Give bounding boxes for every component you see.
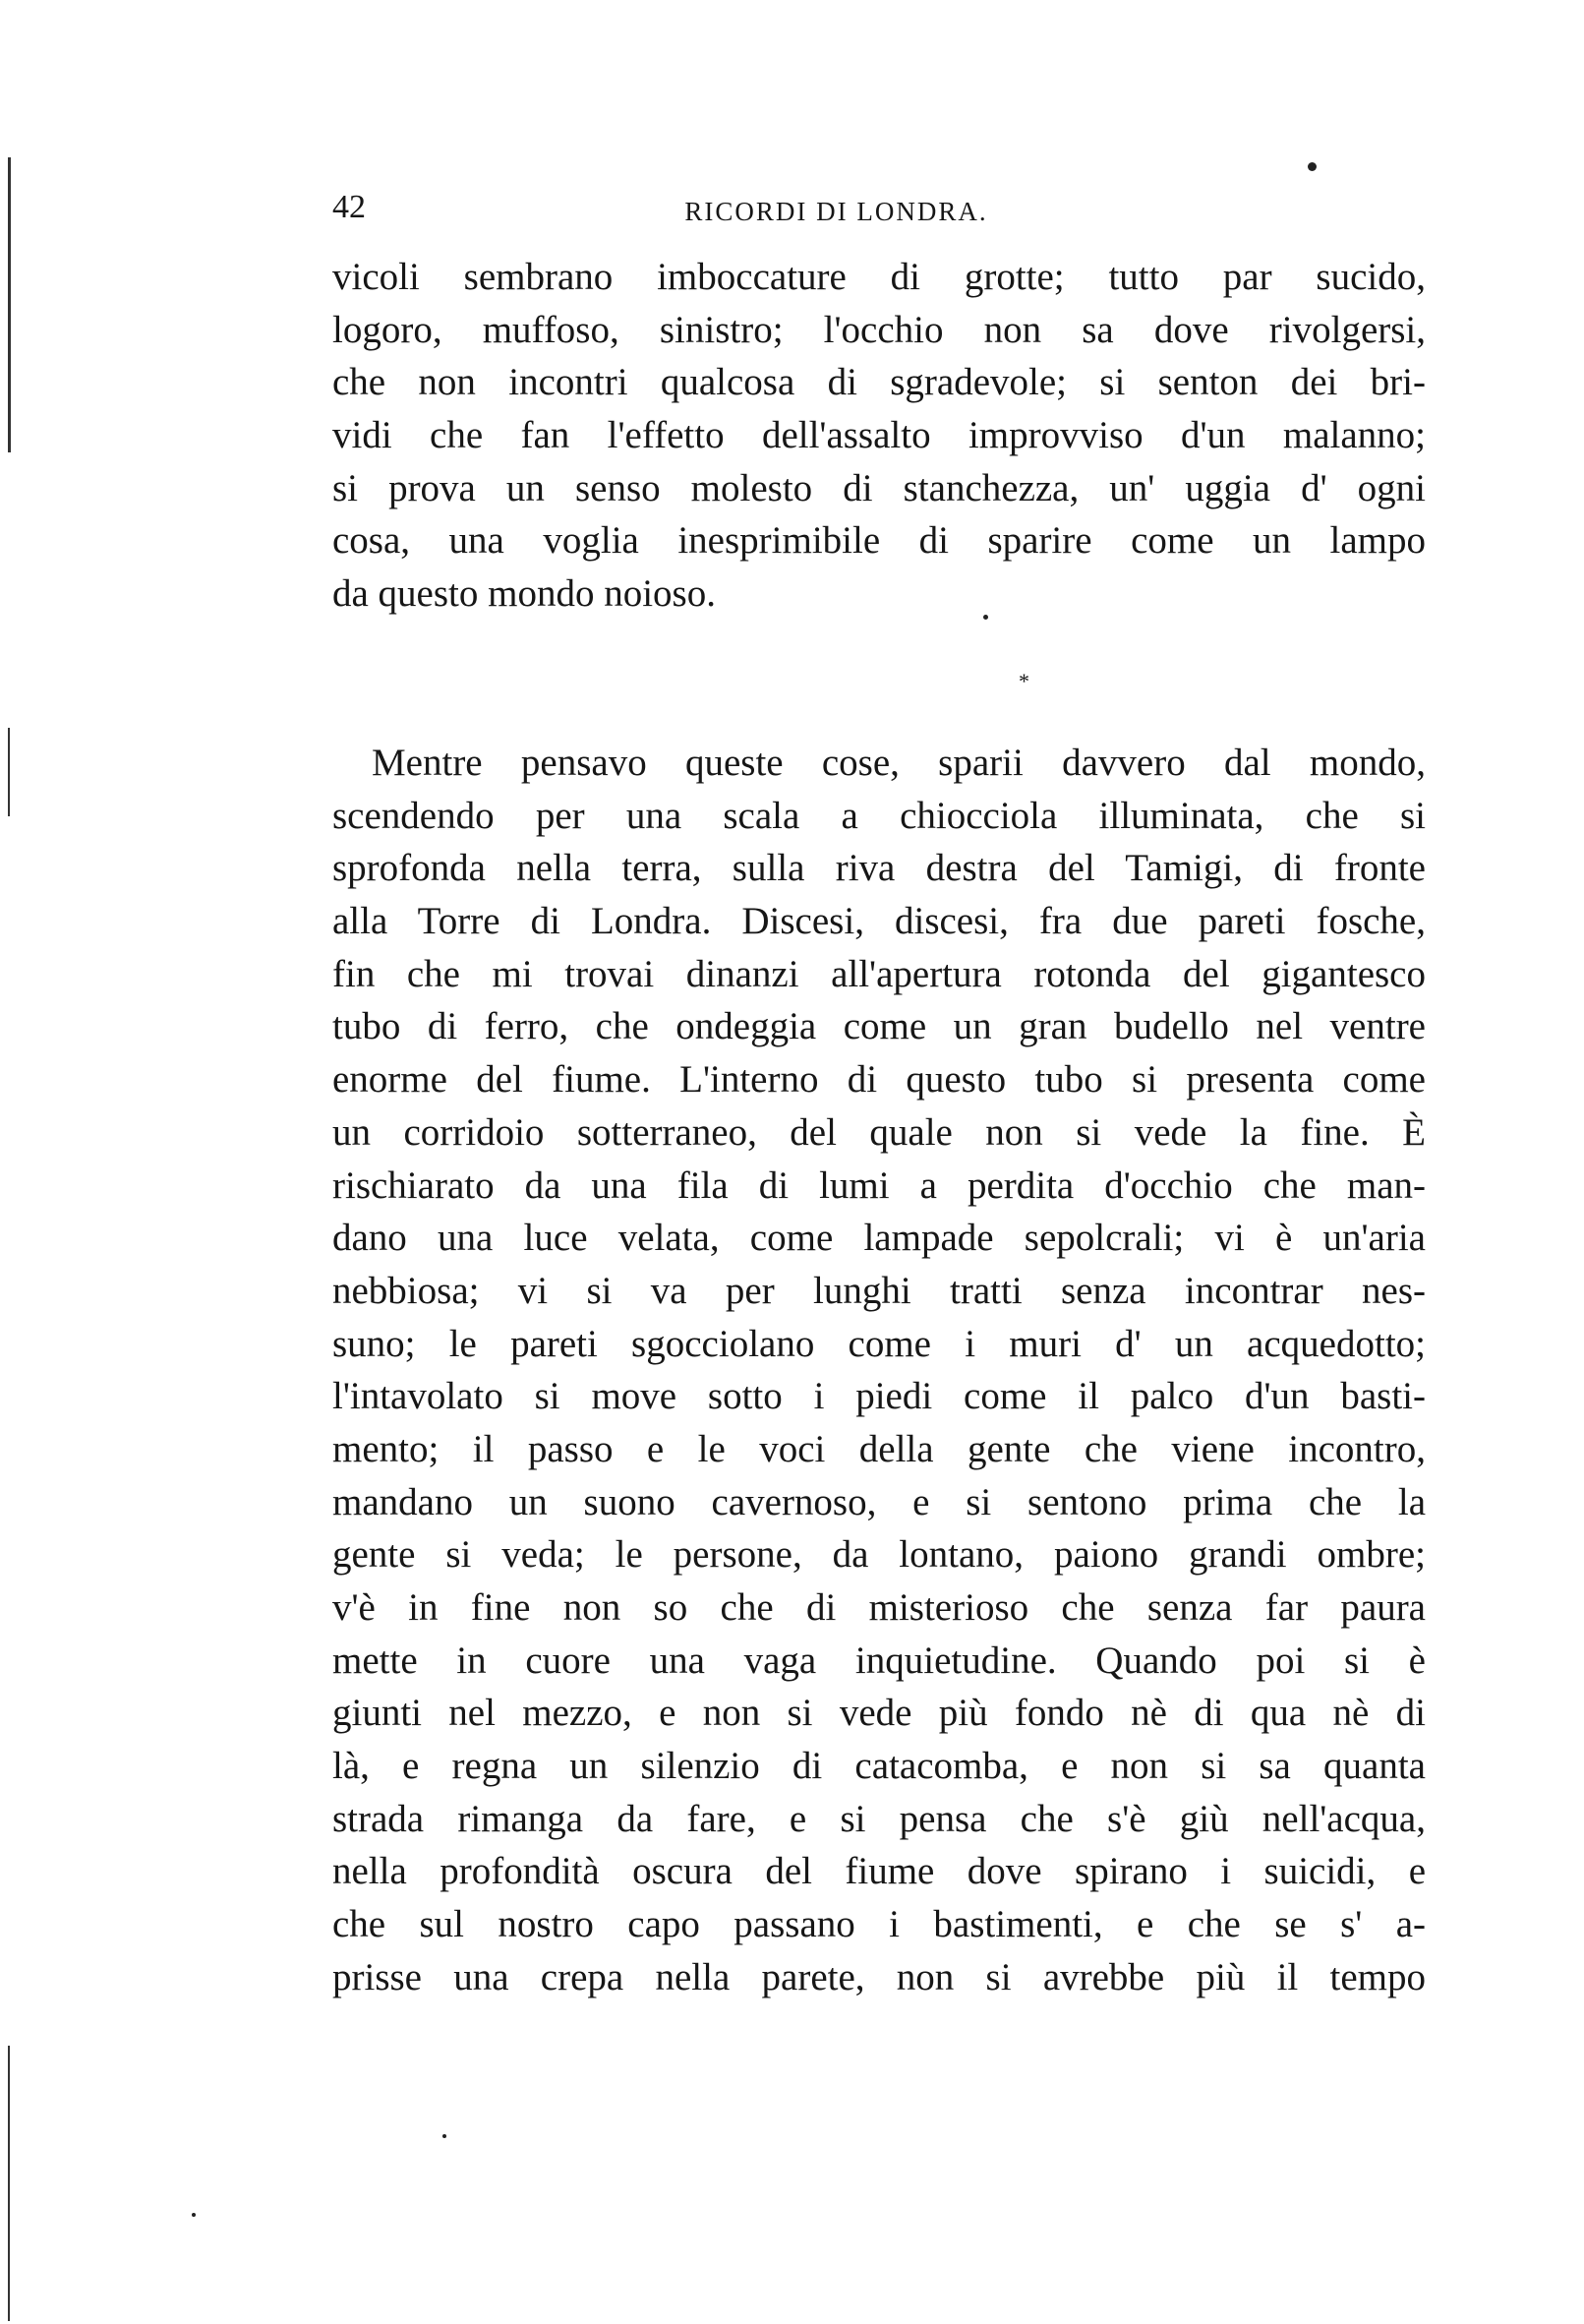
scan-edge-mark bbox=[8, 157, 11, 452]
text-line: strada rimanga da fare, e si pensa che s'è giù nell'acqua, bbox=[332, 1797, 1426, 1840]
text-line: tubo di ferro, che ondeggia come un gran budello nel ventre bbox=[332, 1005, 1426, 1048]
text-line: v'è in fine non so che di misterioso che senza far paura bbox=[332, 1586, 1426, 1629]
text-line: nella profondità oscura del fiume dove spirano i suicidi, e bbox=[332, 1850, 1426, 1893]
text-line: vidi che fan l'effetto dell'assalto improvviso d'un malanno; bbox=[332, 414, 1426, 457]
text-line: mette in cuore una vaga inquietudine. Quando poi si è bbox=[332, 1639, 1426, 1682]
text-line: mento; il passo e le voci della gente che viene incontro, bbox=[332, 1427, 1426, 1470]
text-line: rischiarato da una fila di lumi a perdita d'occhio che man- bbox=[332, 1163, 1426, 1207]
text-line: suno; le pareti sgocciolano come i muri d' un acquedotto; bbox=[332, 1322, 1426, 1365]
text-line: fin che mi trovai dinanzi all'apertura rotonda del gigantesco bbox=[332, 952, 1426, 995]
text-line: alla Torre di Londra. Discesi, discesi, fra due pareti fosche, bbox=[332, 900, 1426, 943]
text-line: giunti nel mezzo, e non si vede più fondo nè di qua nè di bbox=[332, 1692, 1426, 1735]
scan-edge-mark bbox=[8, 2046, 10, 2321]
text-line: enorme del fiume. L'interno di questo tubo si presenta come bbox=[332, 1058, 1426, 1102]
scan-speck bbox=[192, 2213, 196, 2217]
text-line: Mentre pensavo queste cose, sparii davvero dal mondo, bbox=[372, 742, 1426, 784]
text-line: l'intavolato si move sotto i piedi come il palco d'un basti- bbox=[332, 1375, 1426, 1418]
text-line: da questo mondo noioso. bbox=[332, 572, 716, 616]
text-line: sprofonda nella terra, sulla riva destra del Tamigi, di fronte bbox=[332, 847, 1426, 890]
text-line: che sul nostro capo passano i bastimenti, e che se s' a- bbox=[332, 1903, 1426, 1946]
scan-edge-mark bbox=[8, 728, 10, 816]
paragraph-1 bbox=[332, 251, 1426, 621]
section-separator: * bbox=[1019, 669, 1029, 693]
text-line: dano una luce velata, come lampade sepolcrali; vi è un'aria bbox=[332, 1217, 1426, 1260]
paragraph-2 bbox=[332, 737, 1426, 2004]
text-line: prisse una crepa nella parete, non si avrebbe più il tempo bbox=[332, 1955, 1426, 1998]
text-line: vicoli sembrano imboccature di grotte; tutto par sucido, bbox=[332, 256, 1426, 298]
text-line: che non incontri qualcosa di sgradevole; si senton dei bri- bbox=[332, 361, 1426, 404]
text-line: là, e regna un silenzio di catacomba, e non si sa quanta bbox=[332, 1745, 1426, 1788]
text-line: si prova un senso molesto di stanchezza, un' uggia d' ogni bbox=[332, 466, 1426, 509]
running-title: RICORDI DI LONDRA. bbox=[684, 197, 988, 226]
text-line: mandano un suono cavernoso, e si sentono prima che la bbox=[332, 1480, 1426, 1523]
scan-speck bbox=[983, 615, 988, 620]
text-line: gente si veda; le persone, da lontano, paiono grandi ombre; bbox=[332, 1533, 1426, 1577]
text-line: logoro, muffoso, sinistro; l'occhio non sa dove rivolgersi, bbox=[332, 308, 1426, 351]
text-line: cosa, una voglia inesprimibile di sparire come un lampo bbox=[332, 519, 1426, 563]
text-line: scendendo per una scala a chiocciola illuminata, che si bbox=[332, 794, 1426, 837]
text-line: un corridoio sotterraneo, del quale non si vede la fine. È bbox=[332, 1110, 1426, 1154]
scan-speck bbox=[1308, 162, 1317, 171]
text-line: nebbiosa; vi si va per lunghi tratti senza incontrar nes- bbox=[332, 1269, 1426, 1312]
page-number: 42 bbox=[332, 189, 366, 225]
scan-speck bbox=[442, 2134, 446, 2138]
